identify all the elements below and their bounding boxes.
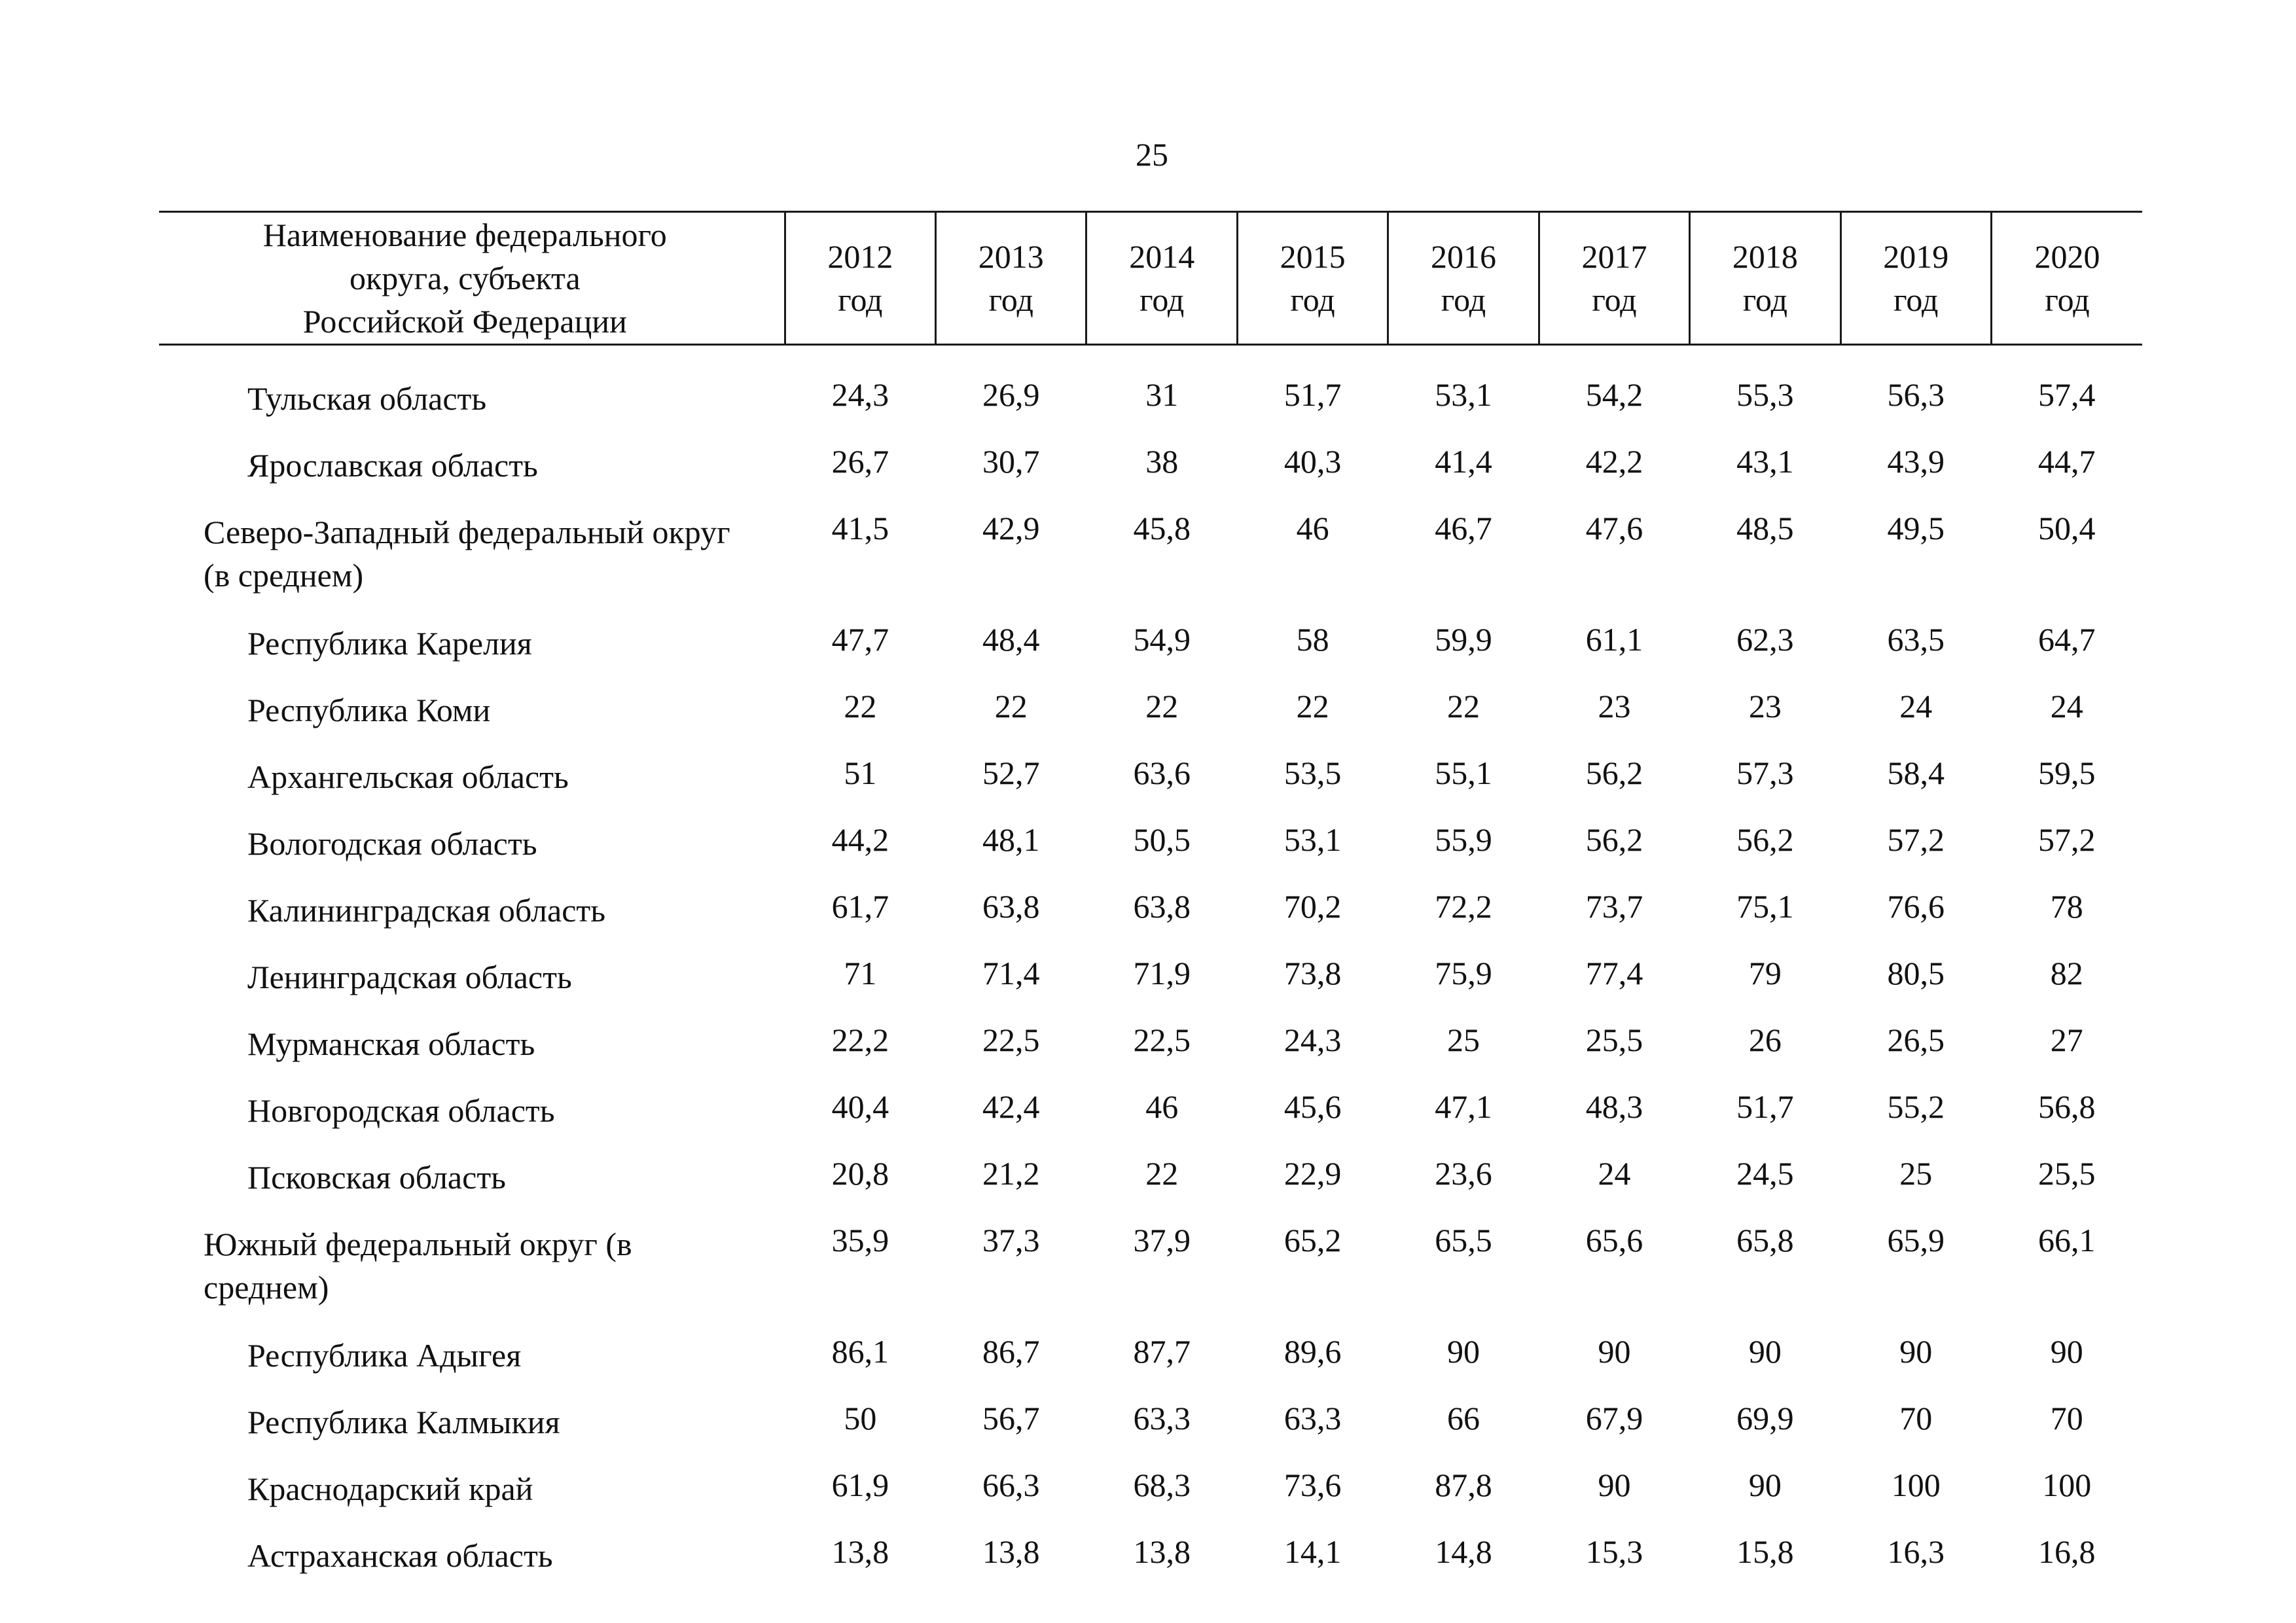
value-cell: 63,5 [1887, 621, 1945, 658]
value-cell: 73,6 [1283, 1467, 1342, 1503]
header-unit: год [1441, 281, 1486, 318]
value-cell: 24,5 [1736, 1155, 1794, 1192]
value-cell: 56,8 [2038, 1088, 2096, 1125]
value-cell: 70,2 [1283, 888, 1342, 925]
header-year: 2014 [1129, 238, 1195, 275]
value-cell: 22,2 [831, 1022, 889, 1058]
value-cell: 44,2 [831, 821, 889, 858]
table-row-subject [159, 615, 2142, 682]
value-cell: 56,2 [1585, 755, 1643, 791]
table-row-subject [159, 370, 2142, 437]
table-row-subject [159, 1082, 2142, 1149]
column-header-year [1539, 212, 1689, 345]
column-header-name [159, 212, 785, 345]
value-cell: 23 [1598, 688, 1631, 724]
value-cell: 73,8 [1283, 955, 1342, 991]
value-cell: 57,3 [1736, 755, 1794, 791]
value-cell: 13,8 [1133, 1533, 1191, 1570]
region-name-cell: Тульская область [247, 380, 487, 417]
value-cell: 46 [1145, 1088, 1179, 1125]
region-name-cell: Псковская область [247, 1159, 506, 1196]
column-header-year [1690, 212, 1840, 345]
value-cell: 53,1 [1283, 821, 1342, 858]
header-unit: год [1139, 281, 1185, 318]
region-name-cell: Ярославская область [247, 447, 538, 484]
value-cell: 65,9 [1887, 1222, 1945, 1258]
value-cell: 37,3 [982, 1222, 1040, 1258]
value-cell: 30,7 [982, 443, 1040, 480]
column-header-year [1237, 212, 1388, 345]
value-cell: 61,9 [831, 1467, 889, 1503]
value-cell: 24,3 [1283, 1022, 1342, 1058]
region-name-cell: Новгородская область [247, 1092, 555, 1129]
value-cell: 53,1 [1435, 376, 1492, 413]
value-cell: 43,9 [1887, 443, 1945, 480]
column-header-year [785, 212, 935, 345]
value-cell: 90 [1598, 1467, 1631, 1503]
value-cell: 64,7 [2038, 621, 2096, 658]
table-row-subject [159, 1016, 2142, 1082]
header-year: 2020 [2034, 238, 2100, 275]
value-cell: 54,9 [1133, 621, 1191, 658]
column-header-year [1086, 212, 1237, 345]
region-name-cell: Краснодарский край [247, 1471, 533, 1507]
value-cell: 55,3 [1736, 376, 1794, 413]
value-cell: 42,9 [982, 510, 1040, 546]
value-cell: 62,3 [1736, 621, 1794, 658]
column-header-year [1840, 212, 1991, 345]
value-cell: 45,6 [1283, 1088, 1342, 1125]
table-row-subject [159, 1149, 2142, 1216]
value-cell: 40,3 [1283, 443, 1342, 480]
value-cell: 26,9 [982, 376, 1040, 413]
value-cell: 23 [1748, 688, 1782, 724]
value-cell: 38 [1145, 443, 1179, 480]
header-name-line: Российской Федерации [302, 303, 627, 340]
value-cell: 55,1 [1435, 755, 1492, 791]
value-cell: 63,8 [1133, 888, 1191, 925]
value-cell: 48,4 [982, 621, 1040, 658]
value-cell: 56,2 [1736, 821, 1794, 858]
value-cell: 46 [1296, 510, 1329, 546]
header-unit: год [838, 281, 883, 318]
value-cell: 51,7 [1283, 376, 1342, 413]
value-cell: 22 [1145, 1155, 1179, 1192]
value-cell: 63,6 [1133, 755, 1191, 791]
value-cell: 79 [1748, 955, 1782, 991]
value-cell: 31 [1145, 376, 1179, 413]
value-cell: 65,6 [1585, 1222, 1643, 1258]
value-cell: 67,9 [1585, 1400, 1643, 1436]
value-cell: 25,5 [1585, 1022, 1643, 1058]
table-row-subject [159, 437, 2142, 504]
header-year: 2017 [1581, 238, 1647, 275]
value-cell: 14,1 [1283, 1533, 1342, 1570]
header-unit: год [1592, 281, 1637, 318]
header-gap [159, 345, 2142, 371]
value-cell: 63,3 [1283, 1400, 1342, 1436]
table-row-subject [159, 949, 2142, 1016]
value-cell: 59,5 [2038, 755, 2096, 791]
value-cell: 24 [1598, 1155, 1631, 1192]
value-cell: 78 [2050, 888, 2083, 925]
value-cell: 59,9 [1435, 621, 1492, 658]
value-cell: 40,4 [831, 1088, 889, 1125]
header-unit: год [2045, 281, 2090, 318]
region-name-cell: Республика Коми [247, 692, 491, 728]
table-row-subject [159, 1394, 2142, 1461]
value-cell: 77,4 [1585, 955, 1643, 991]
value-cell: 44,7 [2038, 443, 2096, 480]
value-cell: 43,1 [1736, 443, 1794, 480]
header-unit: год [1893, 281, 1939, 318]
value-cell: 90 [1748, 1467, 1782, 1503]
header-year: 2018 [1732, 238, 1798, 275]
value-cell: 69,9 [1736, 1400, 1794, 1436]
header-name-line: округа, субъекта [349, 260, 581, 296]
value-cell: 42,4 [982, 1088, 1040, 1125]
value-cell: 13,8 [831, 1533, 889, 1570]
data-table [159, 211, 2142, 1594]
value-cell: 26 [1748, 1022, 1782, 1058]
value-cell: 66,3 [982, 1467, 1040, 1503]
value-cell: 25 [1447, 1022, 1480, 1058]
header-year: 2013 [978, 238, 1044, 275]
region-name-cell: Калининградская область [247, 892, 606, 929]
region-name-cell: Архангельская область [247, 758, 569, 795]
region-name-cell: Вологодская область [247, 825, 537, 862]
header-unit: год [1290, 281, 1335, 318]
value-cell: 58,4 [1887, 755, 1945, 791]
table-row-subject [159, 682, 2142, 749]
value-cell: 75,9 [1435, 955, 1492, 991]
value-cell: 21,2 [982, 1155, 1040, 1192]
value-cell: 90 [1598, 1333, 1631, 1370]
value-cell: 90 [2050, 1333, 2083, 1370]
value-cell: 65,8 [1736, 1222, 1794, 1258]
header-year: 2016 [1431, 238, 1497, 275]
page-number: 25 [1136, 136, 1168, 173]
value-cell: 71,9 [1133, 955, 1191, 991]
value-cell: 54,2 [1585, 376, 1643, 413]
region-name-cell: Ленинградская область [247, 959, 572, 995]
value-cell: 42,2 [1585, 443, 1643, 480]
value-cell: 61,1 [1585, 621, 1643, 658]
value-cell: 73,7 [1585, 888, 1643, 925]
column-header-year [936, 212, 1086, 345]
value-cell: 22 [1447, 688, 1480, 724]
value-cell: 82 [2050, 955, 2083, 991]
value-cell: 87,7 [1133, 1333, 1191, 1370]
value-cell: 22 [994, 688, 1028, 724]
value-cell: 25,5 [2038, 1155, 2096, 1192]
value-cell: 41,5 [831, 510, 889, 546]
region-name-cell: Южный федеральный округ (в среднем) [204, 1226, 632, 1306]
value-cell: 50 [844, 1400, 877, 1436]
value-cell: 58 [1296, 621, 1329, 658]
value-cell: 57,2 [1887, 821, 1945, 858]
value-cell: 27 [2050, 1022, 2083, 1058]
value-cell: 55,2 [1887, 1088, 1945, 1125]
region-name-cell: Северо-Западный федеральный округ (в среднем) [204, 514, 730, 594]
value-cell: 22,5 [1133, 1022, 1191, 1058]
table-body [159, 345, 2142, 1595]
value-cell: 50,5 [1133, 821, 1191, 858]
header-year: 2015 [1280, 238, 1346, 275]
value-cell: 35,9 [831, 1222, 889, 1258]
value-cell: 56,7 [982, 1400, 1040, 1436]
value-cell: 63,8 [982, 888, 1040, 925]
value-cell: 72,2 [1435, 888, 1492, 925]
value-cell: 22 [1296, 688, 1329, 724]
value-cell: 46,7 [1435, 510, 1492, 546]
value-cell: 80,5 [1887, 955, 1945, 991]
value-cell: 16,8 [2038, 1533, 2096, 1570]
table-row-district [159, 1216, 2142, 1327]
value-cell: 65,5 [1435, 1222, 1492, 1258]
value-cell: 26,5 [1887, 1022, 1945, 1058]
table-row-subject [159, 1527, 2142, 1594]
value-cell: 51,7 [1736, 1088, 1794, 1125]
value-cell: 52,7 [982, 755, 1040, 791]
value-cell: 90 [1447, 1333, 1480, 1370]
value-cell: 100 [2042, 1467, 2092, 1503]
table-row-subject [159, 882, 2142, 949]
value-cell: 22,5 [982, 1022, 1040, 1058]
value-cell: 53,5 [1283, 755, 1342, 791]
value-cell: 20,8 [831, 1155, 889, 1192]
value-cell: 71,4 [982, 955, 1040, 991]
table-row-subject [159, 1461, 2142, 1527]
value-cell: 49,5 [1887, 510, 1945, 546]
value-cell: 48,3 [1585, 1088, 1643, 1125]
value-cell: 86,1 [831, 1333, 889, 1370]
value-cell: 47,6 [1585, 510, 1643, 546]
table-row-subject [159, 749, 2142, 815]
value-cell: 68,3 [1133, 1467, 1191, 1503]
region-name-cell: Мурманская область [247, 1026, 535, 1062]
value-cell: 75,1 [1736, 888, 1794, 925]
value-cell: 90 [1899, 1333, 1933, 1370]
column-header-year [1992, 212, 2142, 345]
value-cell: 48,1 [982, 821, 1040, 858]
value-cell: 15,8 [1736, 1533, 1794, 1570]
table-row-subject [159, 1327, 2142, 1394]
header-name-line: Наименование федерального [262, 217, 667, 253]
value-cell: 71 [844, 955, 877, 991]
value-cell: 37,9 [1133, 1222, 1191, 1258]
header-year: 2012 [827, 238, 893, 275]
header-unit: год [988, 281, 1033, 318]
value-cell: 70 [1899, 1400, 1933, 1436]
value-cell: 26,7 [831, 443, 889, 480]
value-cell: 16,3 [1887, 1533, 1945, 1570]
header-gap-cell [159, 345, 2142, 371]
region-name-cell: Республика Калмыкия [247, 1404, 560, 1440]
value-cell: 24,3 [831, 376, 889, 413]
value-cell: 22 [844, 688, 877, 724]
value-cell: 66 [1447, 1400, 1480, 1436]
value-cell: 24 [1899, 688, 1933, 724]
table-header-row [159, 212, 2142, 345]
value-cell: 100 [1891, 1467, 1941, 1503]
value-cell: 15,3 [1585, 1533, 1643, 1570]
table-row-subject [159, 815, 2142, 882]
header-unit: год [1742, 281, 1788, 318]
value-cell: 56,3 [1887, 376, 1945, 413]
column-header-year [1388, 212, 1539, 345]
value-cell: 57,4 [2038, 376, 2096, 413]
value-cell: 23,6 [1435, 1155, 1492, 1192]
value-cell: 13,8 [982, 1533, 1040, 1570]
value-cell: 70 [2050, 1400, 2083, 1436]
value-cell: 24 [2050, 688, 2083, 724]
region-name-cell: Астраханская область [247, 1537, 553, 1574]
value-cell: 55,9 [1435, 821, 1492, 858]
value-cell: 45,8 [1133, 510, 1191, 546]
value-cell: 41,4 [1435, 443, 1492, 480]
value-cell: 76,6 [1887, 888, 1945, 925]
value-cell: 22 [1145, 688, 1179, 724]
table-row-district [159, 504, 2142, 615]
value-cell: 25 [1899, 1155, 1933, 1192]
value-cell: 87,8 [1435, 1467, 1492, 1503]
value-cell: 48,5 [1736, 510, 1794, 546]
value-cell: 47,1 [1435, 1088, 1492, 1125]
value-cell: 61,7 [831, 888, 889, 925]
value-cell: 51 [844, 755, 877, 791]
value-cell: 86,7 [982, 1333, 1040, 1370]
region-name-cell: Республика Адыгея [247, 1337, 522, 1374]
value-cell: 22,9 [1283, 1155, 1342, 1192]
value-cell: 47,7 [831, 621, 889, 658]
value-cell: 66,1 [2038, 1222, 2096, 1258]
region-name-cell: Республика Карелия [247, 625, 532, 662]
value-cell: 89,6 [1283, 1333, 1342, 1370]
value-cell: 90 [1748, 1333, 1782, 1370]
value-cell: 65,2 [1283, 1222, 1342, 1258]
value-cell: 57,2 [2038, 821, 2096, 858]
header-year: 2019 [1883, 238, 1949, 275]
value-cell: 56,2 [1585, 821, 1643, 858]
value-cell: 50,4 [2038, 510, 2096, 546]
value-cell: 14,8 [1435, 1533, 1492, 1570]
value-cell: 63,3 [1133, 1400, 1191, 1436]
